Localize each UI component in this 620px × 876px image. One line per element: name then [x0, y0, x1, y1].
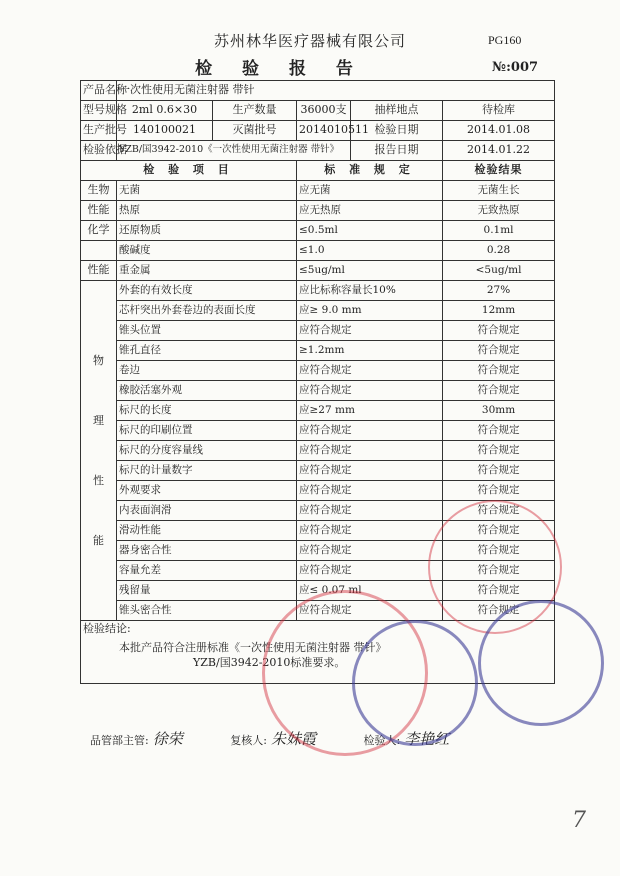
- label-model: 型号规格: [81, 101, 117, 121]
- table-row: [81, 481, 555, 501]
- physical-char: 能: [93, 533, 104, 547]
- standard-cell: ≤1.0: [297, 241, 443, 261]
- qa-head-signature: 徐荣: [152, 730, 183, 748]
- standard-cell: 应符合规定: [297, 601, 443, 621]
- item-cell: 标尺的印刷位置: [117, 421, 297, 441]
- company-name: 苏州林华医疗器械有限公司: [213, 32, 406, 50]
- label-inspect-date: 检验日期: [351, 121, 443, 141]
- column-header-result: 检验结果: [443, 161, 555, 181]
- result-cell: 符合规定: [443, 361, 555, 381]
- standard-cell: ≤0.5ml: [297, 221, 443, 241]
- item-cell: 卷边: [117, 361, 297, 381]
- inspect-date-value: 2014.01.08: [443, 121, 555, 141]
- result-cell: 27%: [443, 281, 555, 301]
- document-code: PG160: [488, 33, 522, 47]
- item-cell: 外观要求: [117, 481, 297, 501]
- result-cell: 符合规定: [443, 521, 555, 541]
- standard-cell: 应符合规定: [297, 461, 443, 481]
- sample-site-value: 待检库: [443, 101, 555, 121]
- basis-value: YZB/国3942-2010《一次性使用无菌注射器 带针》: [117, 141, 351, 161]
- column-header-item: 检 验 项 目: [81, 161, 297, 181]
- page-mark: 7: [572, 808, 586, 833]
- item-cell: 芯杆突出外套卷边的表面长度: [117, 301, 297, 321]
- item-cell: 重金属: [117, 261, 297, 281]
- table-row: [81, 461, 555, 481]
- column-header-row: [81, 161, 555, 181]
- blue-seal-stamp-right: [478, 600, 604, 726]
- steril-batch-value: 2014010511: [297, 121, 351, 141]
- result-cell: 符合规定: [443, 581, 555, 601]
- table-row: [81, 321, 555, 341]
- label-quantity: 生产数量: [213, 101, 297, 121]
- standard-cell: 应符合规定: [297, 421, 443, 441]
- table-row: [81, 221, 555, 241]
- reviewer-label: 复核人:: [230, 734, 267, 747]
- label-sample-site: 抽样地点: [351, 101, 443, 121]
- item-cell: 内表面润滑: [117, 501, 297, 521]
- table-row: [81, 241, 555, 261]
- result-cell: 符合规定: [443, 461, 555, 481]
- result-cell: 无菌生长: [443, 181, 555, 201]
- table-row: [81, 281, 555, 301]
- physical-char: 物: [93, 353, 104, 367]
- info-row-batch: [81, 121, 555, 141]
- standard-cell: 应符合规定: [297, 481, 443, 501]
- standard-cell: 应符合规定: [297, 321, 443, 341]
- physical-char: 性: [93, 473, 104, 487]
- inspector-signature: 李艳红: [404, 730, 450, 748]
- blue-seal-stamp-middle: [352, 620, 478, 746]
- standard-cell: 应无菌: [297, 181, 443, 201]
- label-steril-batch: 灭菌批号: [213, 121, 297, 141]
- standard-cell: ≥1.2mm: [297, 341, 443, 361]
- table-row: [81, 401, 555, 421]
- table-row: [81, 361, 555, 381]
- group-label-chem: 化学: [81, 221, 117, 241]
- result-cell: 符合规定: [443, 381, 555, 401]
- result-cell: 符合规定: [443, 321, 555, 341]
- standard-cell: 应符合规定: [297, 501, 443, 521]
- standard-cell: 应符合规定: [297, 441, 443, 461]
- reviewer-signature: 朱妹霞: [270, 730, 316, 748]
- result-cell: 符合规定: [443, 341, 555, 361]
- physical-char: 理: [93, 413, 104, 427]
- item-cell: 橡胶活塞外观: [117, 381, 297, 401]
- standard-cell: 应≥ 9.0 mm: [297, 301, 443, 321]
- result-cell: 0.1ml: [443, 221, 555, 241]
- result-cell: 12mm: [443, 301, 555, 321]
- item-cell: 标尺的长度: [117, 401, 297, 421]
- report-date-value: 2014.01.22: [443, 141, 555, 161]
- info-row-model: [81, 101, 555, 121]
- item-cell: 无菌: [117, 181, 297, 201]
- table-row: [81, 341, 555, 361]
- item-cell: 酸碱度: [117, 241, 297, 261]
- model-value: 2ml 0.6×30: [117, 101, 213, 121]
- table-row: [81, 181, 555, 201]
- group-label-perf: 性能: [81, 201, 117, 221]
- result-cell: 符合规定: [443, 421, 555, 441]
- standard-cell: 应符合规定: [297, 361, 443, 381]
- standard-cell: 应符合规定: [297, 381, 443, 401]
- group-label-bio: 生物: [81, 181, 117, 201]
- report-number: №:007: [492, 60, 539, 75]
- standard-cell: 应符合规定: [297, 521, 443, 541]
- item-cell: 标尺的分度容量线: [117, 441, 297, 461]
- conclusion-label: 检验结论:: [83, 622, 131, 635]
- inspector-label: 检验人:: [363, 734, 401, 747]
- info-row-product: [81, 81, 555, 101]
- table-row: [81, 441, 555, 461]
- label-batch: 生产批号: [81, 121, 117, 141]
- result-cell: 30mm: [443, 401, 555, 421]
- item-cell: 还原物质: [117, 221, 297, 241]
- column-header-standard: 标 准 规 定: [297, 161, 443, 181]
- result-cell: <5ug/ml: [443, 261, 555, 281]
- result-cell: 0.28: [443, 241, 555, 261]
- table-row: [81, 381, 555, 401]
- item-cell: 残留量: [117, 581, 297, 601]
- item-cell: 容量允差: [117, 561, 297, 581]
- standard-cell: 应符合规定: [297, 561, 443, 581]
- result-cell: 无致热原: [443, 201, 555, 221]
- result-cell: 符合规定: [443, 441, 555, 461]
- quantity-value: 36000支: [297, 101, 351, 121]
- table-row: [81, 301, 555, 321]
- result-cell: 符合规定: [443, 501, 555, 521]
- item-cell: 锥头位置: [117, 321, 297, 341]
- table-row: [81, 261, 555, 281]
- label-product-name: 产品名称: [81, 81, 117, 101]
- group-label-blank: [81, 241, 117, 261]
- table-row: [81, 201, 555, 221]
- conclusion-text: 本批产品符合注册标准《一次性使用无菌注射器 带针》: [119, 640, 387, 654]
- item-cell: 锥孔直径: [117, 341, 297, 361]
- product-name: 一次性使用无菌注射器 带针: [117, 81, 555, 101]
- item-cell: 标尺的计量数字: [117, 461, 297, 481]
- report-title: 检 验 报 告: [195, 59, 365, 79]
- item-cell: 外套的有效长度: [117, 281, 297, 301]
- item-cell: 器身密合性: [117, 541, 297, 561]
- label-basis: 检验依据: [81, 141, 117, 161]
- item-cell: 热原: [117, 201, 297, 221]
- result-cell: 符合规定: [443, 481, 555, 501]
- standard-cell: 应无热原: [297, 201, 443, 221]
- standard-cell: 应≤ 0.07 ml: [297, 581, 443, 601]
- group-label-perf: 性能: [81, 261, 117, 281]
- item-cell: 锥头密合性: [117, 601, 297, 621]
- standard-cell: ≤5ug/ml: [297, 261, 443, 281]
- standard-cell: 应比标称容量长10%: [297, 281, 443, 301]
- table-row: [81, 421, 555, 441]
- standard-cell: 应≥27 mm: [297, 401, 443, 421]
- result-cell: 符合规定: [443, 601, 555, 621]
- group-label-physical: [81, 281, 117, 621]
- batch-value: 140100021: [117, 121, 213, 141]
- item-cell: 滑动性能: [117, 521, 297, 541]
- qa-head-label: 品管部主管:: [90, 734, 149, 747]
- info-row-basis: [81, 141, 555, 161]
- result-cell: 符合规定: [443, 561, 555, 581]
- label-report-date: 报告日期: [351, 141, 443, 161]
- result-cell: 符合规定: [443, 541, 555, 561]
- conclusion-text: YZB/国3942-2010标准要求。: [193, 656, 346, 670]
- standard-cell: 应符合规定: [297, 541, 443, 561]
